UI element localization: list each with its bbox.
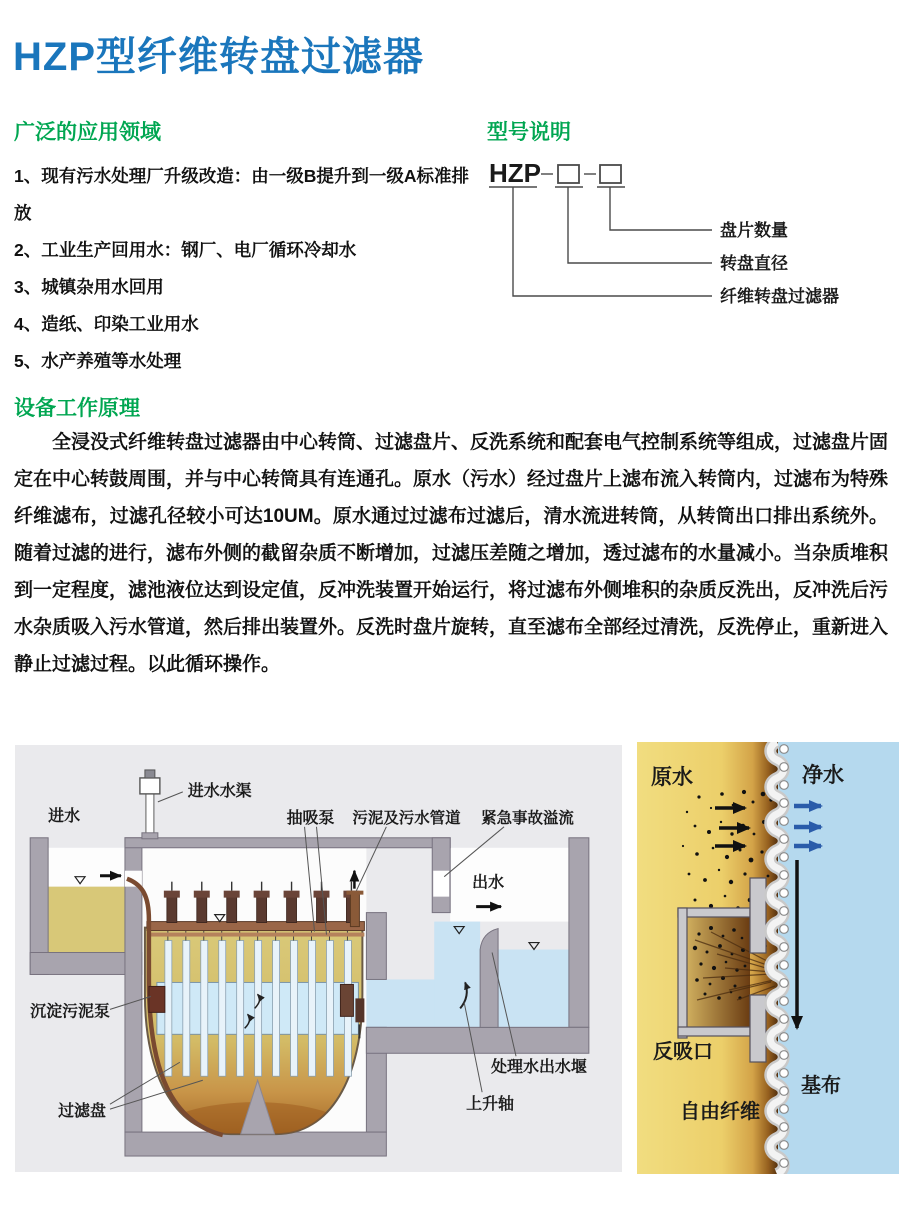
list-item: 4、造纸、印染工业用水 bbox=[14, 314, 199, 334]
label-free-fiber: 自由纤维 bbox=[680, 1101, 760, 1123]
list-item: 2、工业生产回用水：钢厂、电厂循环冷却水 bbox=[14, 240, 357, 260]
inlet-water bbox=[48, 887, 125, 953]
list-item: 5、水产养殖等水处理 bbox=[14, 351, 182, 371]
outlet-weir bbox=[480, 929, 498, 1028]
label-suction-pump: 抽吸泵 bbox=[286, 809, 335, 827]
label-inlet: 进水 bbox=[48, 807, 81, 825]
label-emergency-overflow: 紧急事故溢流 bbox=[481, 809, 574, 827]
model-code-diagram bbox=[487, 158, 897, 312]
label-back-suction: 反吸口 bbox=[653, 1041, 713, 1063]
list-item: 3、城镇杂用水回用 bbox=[14, 277, 164, 297]
sediment-pump bbox=[149, 986, 165, 1012]
label-rising-shaft: 上升轴 bbox=[466, 1096, 515, 1114]
top-beam bbox=[147, 922, 364, 931]
label-sludge-pipe: 污泥及污水管道 bbox=[352, 809, 461, 827]
label-product: 纤维转盘过滤器 bbox=[720, 287, 839, 306]
callout-disc-count bbox=[610, 187, 712, 230]
model-heading: 型号说明 bbox=[487, 121, 571, 144]
principle-heading: 设备工作原理 bbox=[14, 397, 140, 420]
filtration-principle-diagram bbox=[637, 742, 899, 1174]
top-rail bbox=[147, 933, 364, 937]
label-clean-water: 净水 bbox=[802, 764, 844, 787]
label-outlet-weir: 处理水出水堰 bbox=[491, 1059, 587, 1077]
cross-section-diagram bbox=[15, 745, 622, 1172]
page-title: HZP型纤维转盘过滤器 bbox=[13, 35, 424, 79]
model-box-diameter bbox=[558, 165, 579, 183]
label-sediment-pump: 沉淀污泥泵 bbox=[30, 1003, 110, 1021]
label-filter-disc: 过滤盘 bbox=[58, 1103, 106, 1121]
label-outlet: 出水 bbox=[472, 874, 505, 892]
label-base-cloth: 基布 bbox=[801, 1075, 841, 1097]
label-inlet-channel: 进水水渠 bbox=[187, 782, 252, 800]
applications-list bbox=[14, 158, 484, 380]
callout-disc-diameter bbox=[568, 187, 712, 263]
applications-heading: 广泛的应用领域 bbox=[14, 121, 161, 144]
label-raw-water: 原水 bbox=[651, 766, 693, 789]
list-item: 1、现有污水处理厂升级改造：由一级B提升到一级A标准排放 bbox=[14, 166, 470, 223]
label-disc-diameter: 转盘直径 bbox=[720, 254, 788, 273]
label-disc-count: 盘片数量 bbox=[720, 221, 788, 240]
model-code: HZP bbox=[489, 158, 541, 188]
principle-paragraph: 全浸没式纤维转盘过滤器由中心转筒、过滤盘片、反洗系统和配套电气控制系统等组成，过滤盘片固定在中心转鼓周围，并与中心转筒具有连通孔。原水（污水）经过盘片上滤布流入转筒内，过滤布为特殊纤维滤布，过滤孔径较小可达10UM。原水通过过滤布过滤后，清水流进转筒，从转筒出口排出系统外。随着过滤的进行，滤布外侧的截留杂质不断增加，过滤压差随之增加，透过滤布的水量减小。当杂质堆积到一定程度，滤池液位达到设定值，反冲洗装置开始运行，将过滤布外侧堆积的杂质反洗出，反冲洗后污水杂质吸入污水管道，然后排出装置外。反洗时盘片旋转，直至滤布全部经过清洗，反洗停止，重新进入静止过滤过程。以此循环操作。 bbox=[14, 432, 889, 675]
callout-product bbox=[513, 187, 712, 296]
model-box-count bbox=[600, 165, 621, 183]
